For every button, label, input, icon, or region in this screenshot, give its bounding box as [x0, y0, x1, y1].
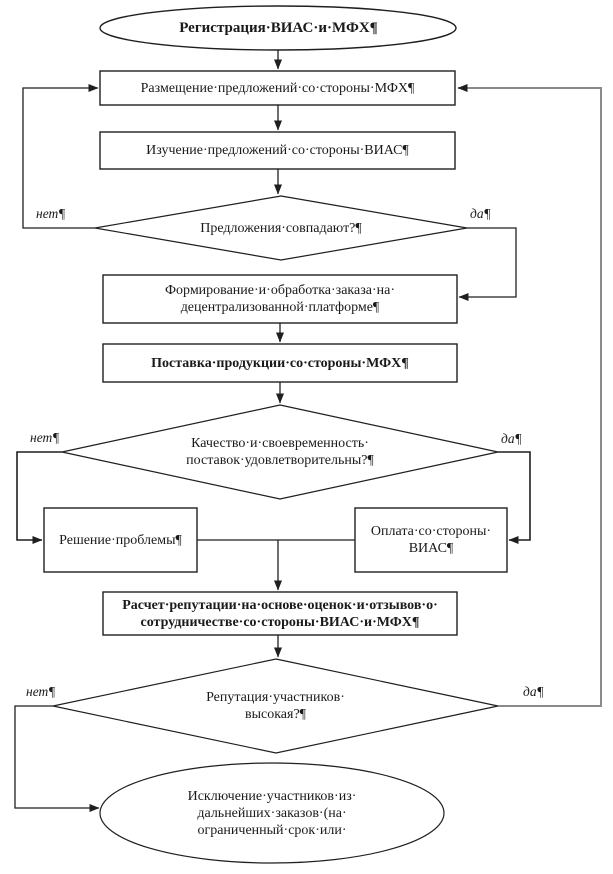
delivery-node-shape	[103, 344, 457, 382]
quality-decision-shape	[62, 405, 498, 499]
study-offers-node-shape	[100, 132, 455, 169]
repdecision-yes-label: да¶	[523, 684, 544, 699]
connector-repdecision-no	[15, 706, 99, 808]
quality-no-label: нет¶	[30, 430, 60, 445]
match-yes-label: да¶	[470, 206, 491, 221]
form-order-node-label: Формирование·и·обработка·заказа·на· децентрализованной·платформе¶	[164, 283, 396, 315]
reputation-calc-node-label: Расчет·репутации·на·основе·оценок·и·отзывов·о· сотрудничестве·со·стороны·ВИАС·и·МФХ¶	[122, 597, 438, 630]
offers-match-decision-label: Предложения·совпадают?¶	[200, 220, 362, 236]
start-node-shape	[100, 6, 456, 50]
connector-match-yes	[459, 228, 516, 297]
payment-node-label: Оплата·со·стороны· ВИАС¶	[370, 524, 492, 556]
exclusion-node-label: Исключение·участников·из· дальнейших·заказов·(на· ограниченный·срок·или·	[187, 788, 357, 838]
payment-node-shape	[355, 508, 507, 572]
reputation-decision-label: Репутация·участников· высокая?¶	[206, 690, 345, 722]
repdecision-no-label: нет¶	[26, 684, 56, 699]
place-offers-node-shape	[100, 71, 455, 105]
quality-yes-label: да¶	[501, 431, 522, 446]
reputation-calc-node-shape	[103, 592, 457, 635]
place-offers-node-label: Размещение·предложений·со·стороны·МФХ¶	[140, 80, 415, 96]
reputation-decision-shape	[53, 659, 498, 753]
study-offers-node-label: Изучение·предложений·со·стороны·ВИАС¶	[146, 143, 409, 158]
delivery-node-label: Поставка·продукции·со·стороны·МФХ¶	[151, 355, 409, 371]
match-no-label: нет¶	[36, 206, 66, 221]
form-order-node-shape	[103, 275, 457, 323]
solve-problem-node-shape	[44, 508, 197, 572]
solve-problem-node-label: Решение·проблемы¶	[59, 532, 182, 548]
quality-decision-label: Качество·и·своевременность· поставок·удовлетворительны?¶	[186, 436, 374, 468]
start-node-label: Регистрация·ВИАС·и·МФХ¶	[179, 19, 378, 36]
offers-match-decision-shape	[95, 196, 467, 260]
exclusion-node-shape	[100, 763, 444, 863]
connector-repdecision-yes-feedback	[458, 88, 601, 706]
